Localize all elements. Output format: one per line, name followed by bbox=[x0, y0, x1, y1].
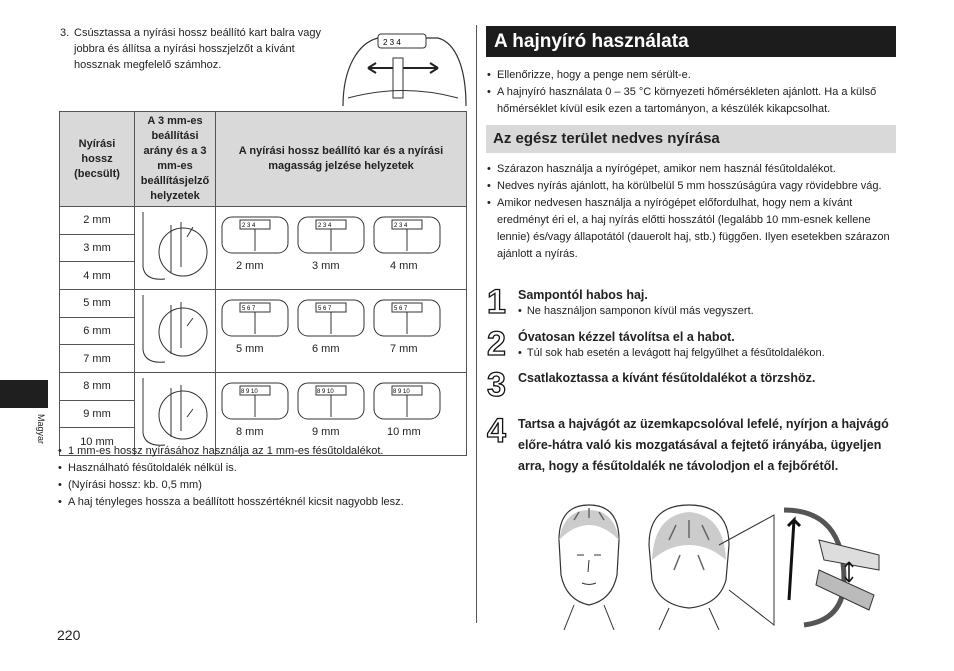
header-lever-positions: A nyírási hossz beállító kar és a nyírási magasság jelzése helyzetek bbox=[216, 112, 467, 207]
step-number: 3 bbox=[487, 366, 506, 404]
caption: 8 mm bbox=[236, 426, 264, 438]
group3-digits-b: 8 9 10 bbox=[317, 389, 334, 395]
caption: 3 mm bbox=[312, 260, 340, 272]
caption: 7 mm bbox=[390, 343, 418, 355]
header-cutting-length: Nyírási hossz (becsült) bbox=[60, 112, 135, 207]
row-length: 2 mm bbox=[60, 207, 135, 235]
step-1 bbox=[487, 285, 902, 325]
table-row bbox=[60, 290, 467, 318]
note-subline: (Nyírási hossz: kb. 0,5 mm) bbox=[68, 479, 202, 491]
list-item: • Nedves nyírás ajánlott, ha körülbelül 5 mm hosszúságúra vagy rövidebbre vág. bbox=[487, 178, 897, 195]
caption: 4 mm bbox=[390, 260, 418, 272]
row-length: 9 mm bbox=[60, 400, 135, 428]
step-4 bbox=[487, 414, 902, 498]
row-length: 7 mm bbox=[60, 345, 135, 373]
row-length: 5 mm bbox=[60, 290, 135, 318]
caption: 5 mm bbox=[236, 343, 264, 355]
group2-digits-b: 5 6 7 bbox=[318, 306, 332, 312]
section-subtitle: Az egész terület nedves nyírása bbox=[486, 125, 896, 153]
row-length: 8 mm bbox=[60, 373, 135, 401]
row-length: 3 mm bbox=[60, 234, 135, 262]
step-number: 1 bbox=[487, 283, 506, 321]
column-divider bbox=[476, 25, 477, 623]
language-tab bbox=[0, 380, 48, 408]
row-length: 10 mm bbox=[60, 428, 135, 456]
step-heading: Tartsa a hajvágót az üzemkapcsolóval lefelé, nyírjon a hajvágó előre-hátra való kis mozgatásával a fejtető irányába, ügyeljen arra, hogy a fésűtoldalék ne távolodjon el a fejbőrétől. bbox=[518, 417, 889, 473]
top-illus-digits: 2 3 4 bbox=[383, 38, 401, 47]
trimmer-lever-illustration bbox=[338, 28, 468, 108]
list-item: • Amikor nedvesen használja a nyírógépet előfordulhat, hogy nem a kívánt eredményt éri el, a haj nyírás előtti hosszától (legalább 10 mm-esnek kellene lennie) és/vagy állapotától (dauerolt haj, stb.) függően. Ilyen esetekben szárazon ajánlott a nyírás. bbox=[487, 195, 897, 263]
step-number: 2 bbox=[487, 325, 506, 363]
list-item bbox=[58, 477, 468, 494]
length-settings-table bbox=[59, 111, 467, 456]
list-item: • Ellenőrizze, hogy a penge nem sérült-e. bbox=[487, 67, 897, 84]
caption: 6 mm bbox=[312, 343, 340, 355]
step-heading: Csatlakoztassa a kívánt fésűtoldalékot a törzshöz. bbox=[518, 371, 816, 385]
group2-digits-a: 5 6 7 bbox=[242, 306, 256, 312]
list-item: • A haj tényleges hossza a beállított hosszértéknél kicsit nagyobb lesz. bbox=[58, 494, 468, 511]
step-heading: Óvatosan kézzel távolítsa el a habot. bbox=[518, 330, 735, 344]
conditions-list bbox=[487, 161, 897, 263]
list-item: • 1 mm-es hossz nyírásához használja az 1 mm-es fésűtoldalékot. bbox=[58, 443, 468, 460]
group3-digits-c: 8 9 10 bbox=[393, 389, 410, 395]
list-item: • Használható fésűtoldalék nélkül is. bbox=[58, 460, 468, 477]
left-notes-list bbox=[58, 443, 468, 511]
step-3-text: Csúsztassa a nyírási hossz beállító kart balra vagy jobbra és állítsa a nyírási hosszjelzőt a kívánt hossznak megfelelő számhoz. bbox=[74, 27, 322, 71]
step-3 bbox=[487, 368, 902, 404]
intro-list bbox=[487, 67, 897, 118]
step-note: • Ne használjon samponon kívül más vegyszert. bbox=[518, 304, 903, 319]
list-item: • Szárazon használja a nyírógépet, amikor nem használ fésűtoldalékot. bbox=[487, 161, 897, 178]
row-length: 4 mm bbox=[60, 262, 135, 290]
step-heading: Sampontól habos haj. bbox=[518, 288, 648, 302]
lever-positions-group-1 bbox=[216, 207, 467, 290]
indicator-illustration-1 bbox=[135, 207, 216, 290]
table-row bbox=[60, 373, 467, 401]
step-number: 4 bbox=[487, 412, 506, 450]
caption: 9 mm bbox=[312, 426, 340, 438]
row-length: 6 mm bbox=[60, 317, 135, 345]
group2-digits-c: 5 6 7 bbox=[394, 306, 408, 312]
language-label: Magyar bbox=[36, 414, 46, 445]
group1-digits-a: 2 3 4 bbox=[242, 223, 256, 229]
group3-digits-a: 8 9 10 bbox=[241, 389, 258, 395]
page-number: 220 bbox=[57, 627, 81, 643]
table-row bbox=[60, 207, 467, 235]
head-trimming-illustration bbox=[544, 500, 894, 630]
step-3-number: 3. bbox=[60, 27, 70, 39]
indicator-illustration-2 bbox=[135, 290, 216, 373]
list-item: • A hajnyíró használata 0 – 35 °C környezeti hőmérsékleten ajánlott. Ha a külső hőmérséklet kívül esik ezen a tartományon, a készülék kikapcsolhat. bbox=[487, 84, 897, 118]
step-note: • Túl sok hab esetén a levágott haj felgyűlhet a fésűtoldalékon. bbox=[518, 346, 903, 361]
lever-positions-group-2 bbox=[216, 290, 467, 373]
step-2 bbox=[487, 327, 902, 367]
caption: 2 mm bbox=[236, 260, 264, 272]
page-title: A hajnyíró használata bbox=[486, 26, 896, 57]
caption: 10 mm bbox=[387, 426, 421, 438]
group1-digits-c: 2 3 4 bbox=[394, 223, 408, 229]
header-3mm-ratio: A 3 mm-es beállítási arány és a 3 mm-es beállításjelző helyzetek bbox=[135, 112, 216, 207]
table-header-row bbox=[60, 112, 467, 207]
group1-digits-b: 2 3 4 bbox=[318, 223, 332, 229]
